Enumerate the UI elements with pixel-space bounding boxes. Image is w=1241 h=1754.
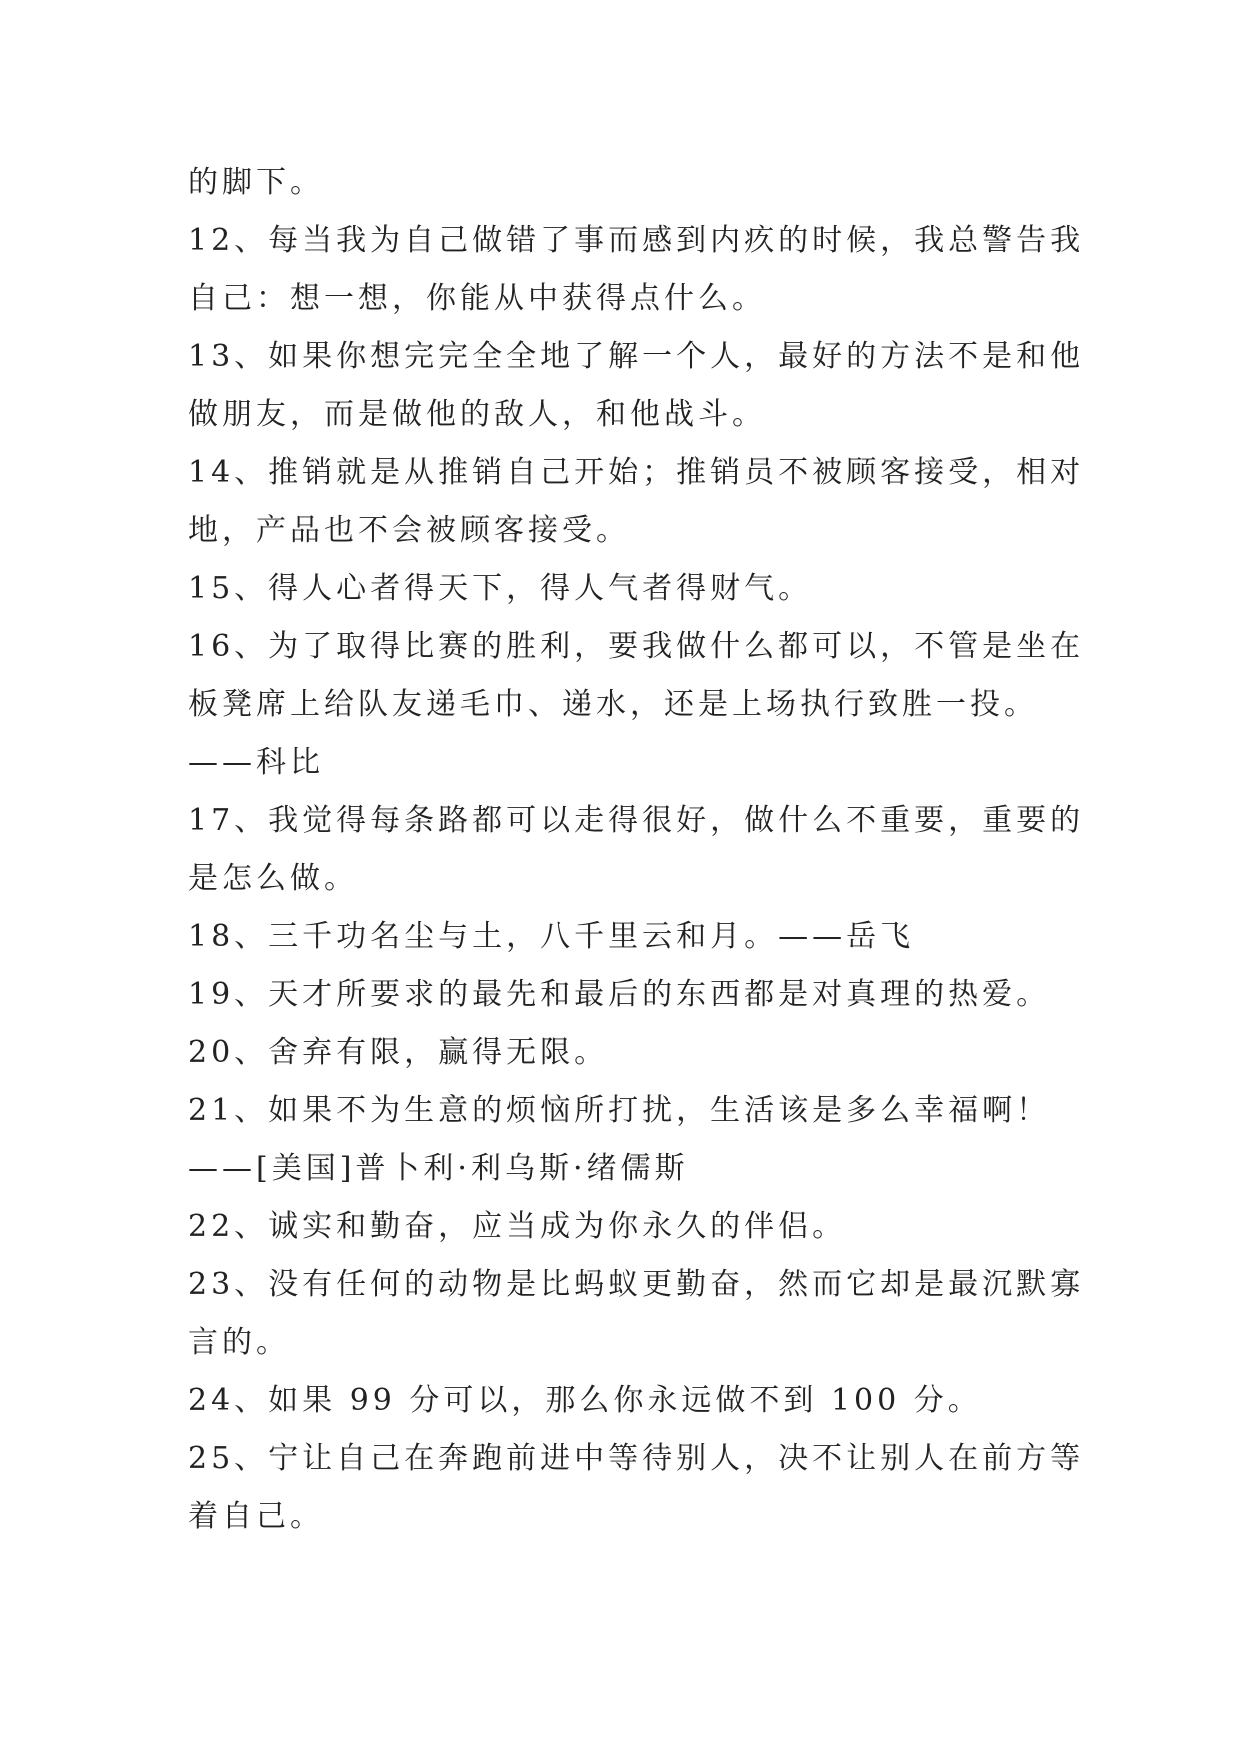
text-line: 16、为了取得比赛的胜利，要我做什么都可以，不管是坐在 xyxy=(188,629,1085,664)
text-line: ——科比 xyxy=(188,745,324,780)
text-line: 12、每当我为自己做错了事而感到内疚的时候，我总警告我 xyxy=(188,223,1085,258)
text-line: 17、我觉得每条路都可以走得很好，做什么不重要，重要的 xyxy=(188,803,1085,838)
text-line: 25、宁让自己在奔跑前进中等待别人，决不让别人在前方等 xyxy=(188,1441,1085,1476)
text-line: 做朋友，而是做他的敌人，和他战斗。 xyxy=(188,397,766,432)
text-line: 24、如果 99 分可以，那么你永远做不到 100 分。 xyxy=(188,1383,982,1418)
text-line: 15、得人心者得天下，得人气者得财气。 xyxy=(188,571,813,606)
text-line: ——[美国]普卜利·利乌斯·绪儒斯 xyxy=(188,1151,689,1186)
text-line: 着自己。 xyxy=(188,1499,324,1534)
text-line: 19、天才所要求的最先和最后的东西都是对真理的热爱。 xyxy=(188,977,1051,1012)
text-line: 言的。 xyxy=(188,1325,290,1360)
text-line: 21、如果不为生意的烦恼所打扰，生活该是多么幸福啊！ xyxy=(188,1093,1051,1128)
text-line: 18、三千功名尘与土，八千里云和月。——岳飞 xyxy=(188,919,915,954)
text-line: 自己：想一想，你能从中获得点什么。 xyxy=(188,281,766,316)
text-line: 地，产品也不会被顾客接受。 xyxy=(188,513,630,548)
text-line: 20、舍弃有限，赢得无限。 xyxy=(188,1035,609,1070)
text-line: 板凳席上给队友递毛巾、递水，还是上场执行致胜一投。 xyxy=(188,687,1038,722)
text-line: 的脚下。 xyxy=(188,165,324,200)
text-line: 22、诚实和勤奋，应当成为你永久的伴侣。 xyxy=(188,1209,847,1244)
document-body xyxy=(188,154,1085,1546)
text-line: 13、如果你想完完全全地了解一个人，最好的方法不是和他 xyxy=(188,339,1085,374)
text-line: 14、推销就是从推销自己开始；推销员不被顾客接受，相对 xyxy=(188,455,1085,490)
text-line: 是怎么做。 xyxy=(188,861,358,896)
text-line: 23、没有任何的动物是比蚂蚁更勤奋，然而它却是最沉默寡 xyxy=(188,1267,1085,1302)
